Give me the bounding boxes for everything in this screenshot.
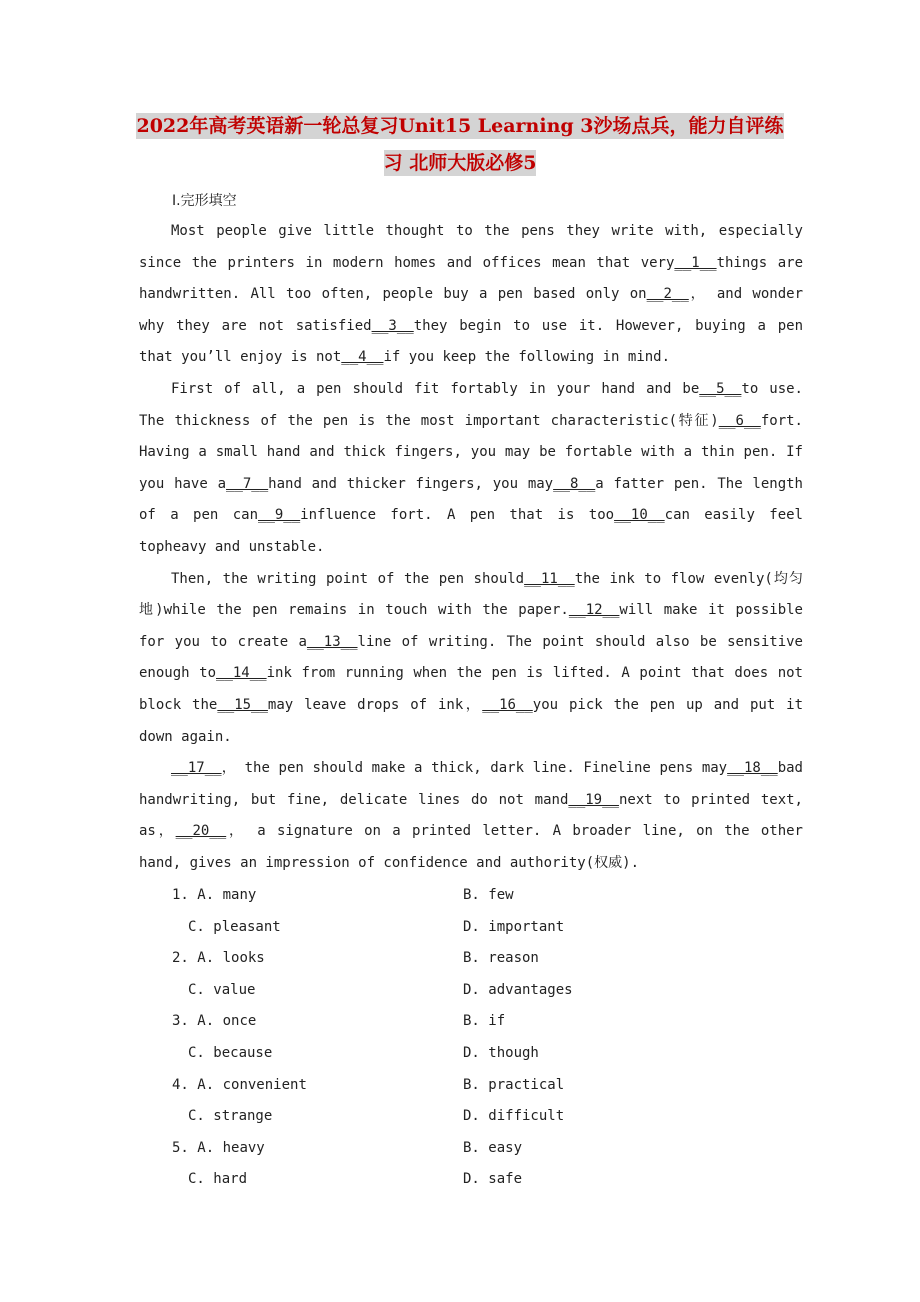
option-row [172,1070,812,1102]
passage-text: fort. Having a small hand and thick fingers, you may be fortable with a thin pen. If you have a [139,412,803,492]
question-2-options-ab: 2. A. looks [172,950,265,967]
passage-text: ， and wonder why they are not satisfied [139,286,803,334]
option-b: B. reason [463,950,539,967]
passage-text: if you keep the following in mind. [383,349,671,366]
option-c: C. because [188,1044,273,1061]
blank-16: __16__ [482,696,533,713]
answer-options [172,880,812,1196]
passage-text: can easily feel topheavy and unstable. [139,507,803,555]
passage-text: things are handwritten. All too often, people buy a pen based only on [139,254,803,303]
blank-5: __5__ [699,380,742,397]
blank-18: __18__ [727,760,778,777]
cloze-passage [139,216,803,879]
paragraph-4 [139,753,803,879]
passage-text: they begin to use it. However, buying a pen that you’ll enjoy is not [139,317,804,366]
option-row [172,1038,812,1070]
passage-text: First of all, a pen should fit fortably in your hand and be [171,380,700,397]
question-4-options-ab: 4. A. convenient [172,1076,307,1093]
option-row [172,1006,812,1038]
option-row [172,1164,812,1196]
option-b: B. practical [463,1076,565,1093]
passage-text: line of writing. The point should also be sensitive enough to [139,633,803,682]
blank-17: __17__ [171,760,222,777]
blank-8: __8__ [553,475,596,492]
passage-text: ink from running when the pen is lifted. A point that does not block the [139,665,803,713]
blank-15: __15__ [217,696,268,713]
question-5-options-ab: 5. A. heavy [172,1139,265,1156]
question-3-options-ab: 3. A. once [172,1013,257,1030]
title-line-2: 习 北师大版必修5 [383,152,537,174]
passage-text: to use. The thickness of the pen is the most important characteristic(特征) [139,380,803,429]
option-c: C. strange [188,1108,273,1125]
passage-text: influence fort. A pen that is too [300,507,615,524]
option-a: A. many [197,887,257,903]
passage-text: a fatter pen. The length of a pen can [139,475,803,524]
passage-text: will make it possible for you to create a [139,602,803,650]
option-row [172,912,812,944]
option-row [172,975,812,1007]
blank-11: __11__ [524,570,575,587]
option-row [172,880,812,912]
passage-text: Then, the writing point of the pen should [171,570,525,587]
option-d: D. advantages [463,981,573,998]
option-c: C. value [188,981,256,998]
option-a: A. heavy [197,1139,265,1156]
option-c: C. hard [188,1171,248,1188]
passage-text: may leave drops of ink， [267,696,483,713]
blank-9: __9__ [258,507,301,524]
passage-text: bad handwriting, but fine, delicate lines do not mand [139,760,803,808]
blank-14: __14__ [216,665,267,682]
blank-13: __13__ [306,633,358,650]
passage-text: ， a signature on a printed letter. A broader line, on the other hand, gives an impression of confidence and authority(权威). [139,823,803,871]
option-row [172,943,812,975]
passage-text: hand and thicker fingers, you may [268,475,554,492]
passage-text: next to printed text, as， [139,791,803,840]
document-title [120,108,800,182]
blank-7: __7__ [226,475,269,492]
option-a: A. looks [197,950,265,967]
paragraph-3 [139,564,803,754]
option-b: B. if [463,1013,506,1030]
option-d: D. important [463,918,565,935]
blank-1: __1__ [674,254,717,271]
blank-2: __2__ [646,286,689,303]
option-a: A. once [197,1013,257,1030]
blank-6: __6__ [718,412,761,429]
option-c: C. pleasant [188,918,281,935]
paragraph-2 [139,374,803,564]
passage-text: Most people give little thought to the pens they write with, especially since the printers in modern homes and offices mean that very [139,223,803,271]
option-d: D. though [463,1044,539,1061]
question-1-options-ab: 1. A. many [172,887,257,903]
passage-text: you pick the pen up and put it down again. [139,696,803,745]
option-row [172,1101,812,1133]
option-d: D. difficult [463,1108,565,1125]
blank-10: __10__ [614,507,665,524]
blank-3: __3__ [371,317,414,334]
title-line-1: 2022年高考英语新一轮总复习Unit15 Learning 3沙场点兵，能力自评练 [136,115,784,137]
blank-19: __19__ [568,791,619,808]
option-a: A. convenient [197,1076,307,1093]
blank-4: __4__ [341,349,384,366]
option-b: B. few [463,887,514,903]
blank-20: __20__ [175,823,227,840]
blank-12: __12__ [568,602,620,619]
passage-text: ， the pen should make a thick, dark line. Fineline pens may [221,760,728,777]
option-b: B. easy [463,1139,523,1156]
section-label: Ⅰ.完形填空 [172,193,237,209]
option-d: D. safe [463,1171,523,1188]
paragraph-1 [139,216,803,374]
passage-text: the ink to flow evenly(均匀地)while the pen remains in touch with the paper. [139,570,803,619]
option-row [172,1133,812,1165]
